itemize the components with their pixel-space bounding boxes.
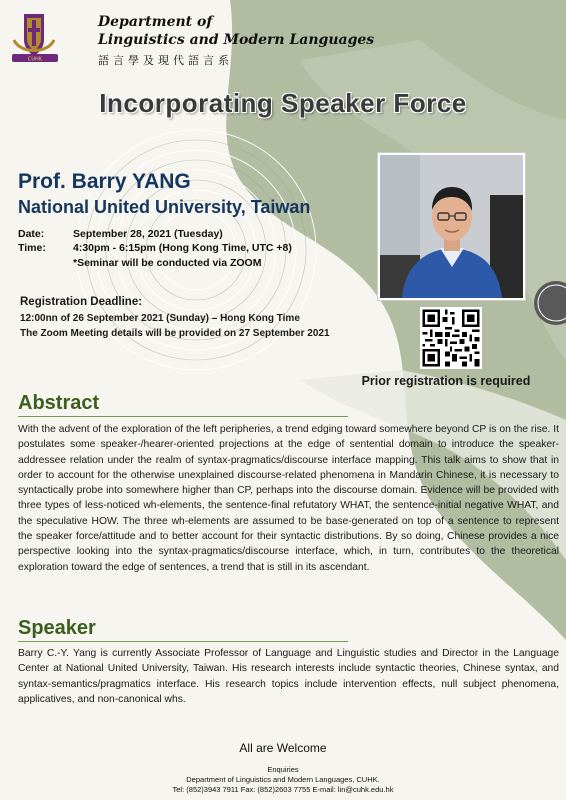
department-name-chinese: 語言學及現代語言系 [98, 54, 233, 67]
department-name-line1: Department of [98, 14, 213, 30]
abstract-divider [18, 416, 348, 417]
zoom-details-note: The Zoom Meeting details will be provided on 27 September 2021 [20, 328, 330, 339]
enquiries-department: Department of Linguistics and Modern Languages, CUHK. [186, 775, 380, 784]
speaker-heading: Speaker [18, 617, 96, 639]
date-value: September 28, 2021 (Tuesday) [73, 228, 223, 240]
speaker-affiliation: National United University, Taiwan [18, 197, 311, 217]
speaker-name: Prof. Barry YANG [18, 170, 191, 193]
seminar-title: Incorporating Speaker Force [99, 88, 467, 118]
department-name-line2: Linguistics and Modern Languages [98, 32, 375, 48]
date-label: Date: [18, 228, 45, 240]
date-row [18, 228, 223, 240]
zoom-note: *Seminar will be conducted via ZOOM [73, 257, 262, 269]
speaker-photo [378, 153, 525, 300]
time-value: 4:30pm - 6:15pm (Hong Kong Time, UTC +8) [73, 242, 292, 254]
registration-deadline: 12:00nn of 26 September 2021 (Sunday) – Hong Kong Time [20, 313, 300, 324]
svg-text:CUHK: CUHK [27, 56, 43, 63]
registration-heading: Registration Deadline: [20, 296, 143, 308]
time-row [18, 242, 292, 254]
enquiries-label: Enquiries [267, 765, 299, 774]
speaker-divider [18, 641, 348, 642]
speaker-portrait-icon [380, 155, 523, 298]
prior-registration-note: Prior registration is required [361, 374, 531, 388]
registration-qr-code-icon[interactable] [420, 307, 482, 369]
enquiries-contact: Tel: (852)3943 7911 Fax: (852)2603 7755 E-mail: lin@cuhk.edu.hk [172, 785, 394, 794]
time-label: Time: [18, 242, 46, 254]
abstract-text: With the advent of the exploration of the left peripheries, a trend edging toward somewhere beyond CP is on the rise. It postulates some speaker-/hearer-oriented projections at the edge of sentential domain to introduce the speaker-addressee relation under the realm of syntax-pragmatics/discourse interface mapping. This talk aims to show that in order to account for the otherwise unexplained discourse-related phenomena in Mandarin Chinese, it is necessary to syntactically probe into somewhere higher than CP, perhaps into the discourse domain. Evidence will be provided with three types of less-noticed wh-elements, the sentence-final refutatory WHAT, the sentence-initial negative WHAT, and the speculative HOW. The three wh-elements are assumed to be base-generated on top of a sentence to represent the speaker force/attitude and to better account for their syntactic distributions. By so doing, Chinese provides a nice perspective looking into the syntax-pragmatics/discourse interface, which, in turn, contributes to the theoretical exploration toward the edge of sentences, a trend that is still in its ascendant. [18, 424, 559, 573]
abstract-heading: Abstract [18, 392, 100, 414]
cuhk-logo-icon [10, 10, 82, 66]
welcome-message: All are Welcome [239, 741, 327, 755]
speaker-bio-text: Barry C.-Y. Yang is currently Associate Professor of Language and Linguistic studies and Director in the Language Center at National United University, Taiwan. His research interests include syntactic theories, Chinese syntax, and syntax-semantics/pragmatics interface. His research topics include intervention effects, null subject phenomena, applicatives, and non-canonical whs. [18, 648, 559, 705]
